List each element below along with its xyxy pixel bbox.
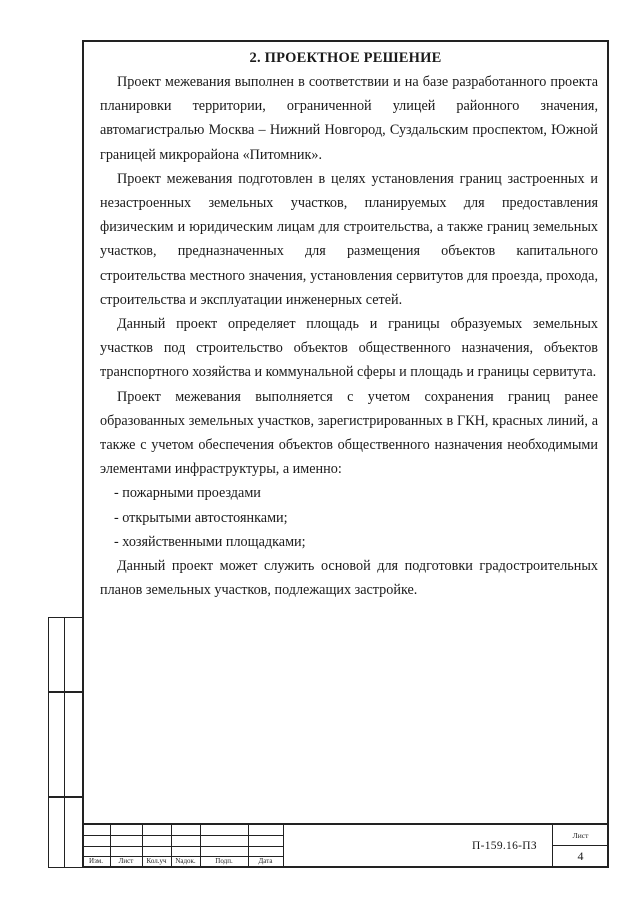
col-label-quantity: Кол.уч xyxy=(146,857,167,865)
sheet-label: Лист xyxy=(572,831,589,840)
col-label-doc-number: Nадок. xyxy=(175,857,196,865)
title-block xyxy=(82,823,609,868)
col-label-change: Изм. xyxy=(89,857,103,865)
col-label-date: Дата xyxy=(258,857,273,865)
document-body xyxy=(100,70,598,602)
document-code: П-159.16-ПЗ xyxy=(472,840,537,852)
side-stamp-upper xyxy=(48,617,82,692)
section-title: 2. ПРОЕКТНОЕ РЕШЕНИЕ xyxy=(249,50,442,66)
list-item: - открытыми автостоянками; xyxy=(114,509,288,526)
side-stamp-lower xyxy=(48,797,82,868)
paragraph: Проект межевания подготовлен в целях установления границ застроенных и незастроенных земельных участков, планируемых для предоставления физическим и юридическим лицам для строительства, а также границ земельных участков, предназначенных для размещения объектов капитального строительства местного значения, установления сервитутов для проезда, прохода, строительства и эксплуатации инженерных сетей. xyxy=(100,170,598,308)
col-label-signature: Подп. xyxy=(215,857,233,865)
sheet-number: 4 xyxy=(577,849,584,863)
list-item: - пожарными проездами xyxy=(114,485,261,502)
col-label-sheet: Лист xyxy=(118,857,134,865)
side-stamp-middle xyxy=(48,692,82,797)
paragraph: Проект межевания выполняется с учетом сохранения границ ранее образованных земельных участков, зарегистрированных в ГКН, красных линий, а также с учетом обеспечения объектов общественного назначения необходимыми элементами инфраструктуры, а именно: xyxy=(100,388,598,478)
list-item: - хозяйственными площадками; xyxy=(114,533,306,550)
paragraph: Данный проект определяет площадь и границы образуемых земельных участков под строительство объектов общественного назначения, объектов транспортного хозяйства и коммунальной сферы и площадь и границы сервитута. xyxy=(100,316,598,381)
paragraph: Проект межевания выполнен в соответствии и на базе разработанного проекта планировки территории, ограниченной улицей районного значения, автомагистралью Москва – Нижний Новгород, Суздальским проспектом, Южной границей микрорайона «Питомник». xyxy=(100,74,598,163)
paragraph: Данный проект может служить основой для подготовки градостроительных планов земельных участков, подлежащих застройке. xyxy=(100,558,598,599)
